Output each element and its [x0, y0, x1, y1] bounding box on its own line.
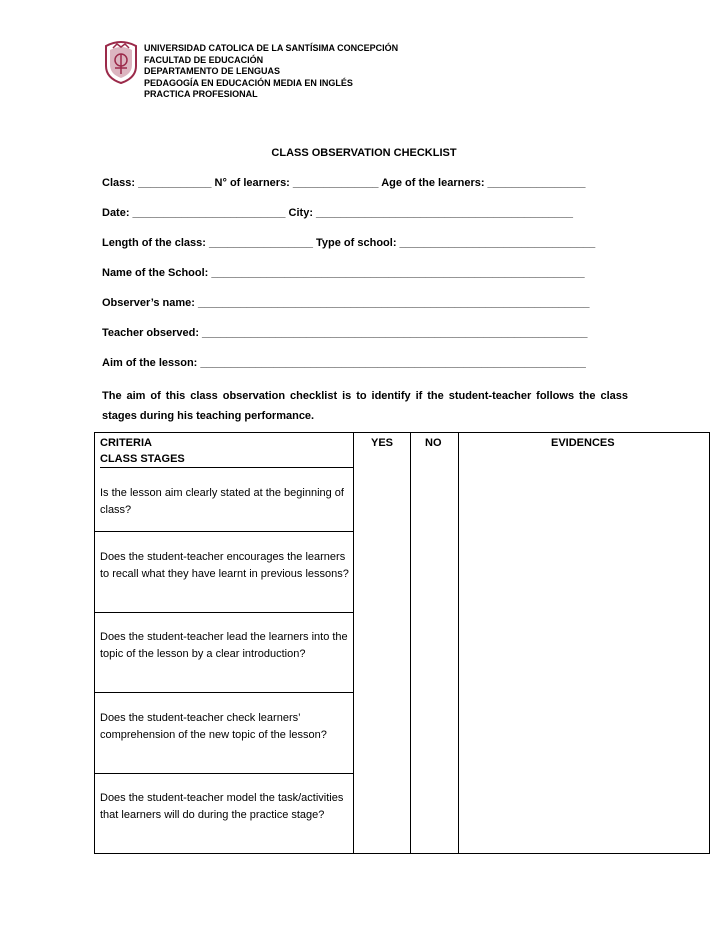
field-observer-name[interactable]: Observer’s name: ________________________________________________________________	[102, 297, 590, 309]
field-teacher-observed[interactable]: Teacher observed: _______________________________________________________________	[102, 327, 588, 339]
header-faculty: FACULTAD DE EDUCACIÓN	[144, 54, 264, 65]
criterion-lesson-aim: Is the lesson aim clearly stated at the beginning of class?	[100, 487, 344, 516]
field-date-city[interactable]: Date: _________________________ City: __________________________________________	[102, 207, 574, 219]
header-evidences: EVIDENCES	[551, 437, 615, 449]
field-lesson-aim[interactable]: Aim of the lesson: _______________________________________________________________	[102, 357, 586, 369]
header-criteria: CRITERIA	[100, 437, 152, 449]
university-seal-logo	[103, 40, 139, 84]
header-practice: PRACTICA PROFESIONAL	[144, 89, 258, 99]
institution-header	[144, 43, 398, 101]
header-yes: YES	[371, 437, 394, 449]
criterion-model-task: Does the student-teacher model the task/activities that learners will do during the practice stage?	[100, 792, 344, 821]
document-title: CLASS OBSERVATION CHECKLIST	[271, 147, 457, 159]
header-department: DEPARTAMENTO DE LENGUAS	[144, 66, 281, 76]
field-class-learners-age[interactable]: Class: ____________ N° of learners: ______________ Age of the learners: ________________	[102, 177, 586, 189]
criterion-check-comprehension: Does the student-teacher check learners’ comprehension of the new topic of the lesson?	[100, 712, 327, 741]
header-university: UNIVERSIDAD CATOLICA DE LA SANTÍSIMA CONCEPCIÓN	[144, 43, 399, 53]
field-school-name[interactable]: Name of the School: _____________________________________________________________	[102, 267, 585, 279]
field-length-school-type[interactable]: Length of the class: _________________ Type of school: ________________________________	[102, 237, 596, 249]
checklist-aim-statement: The aim of this class observation checklist is to identify if the student-teacher follows the class stages during his teaching performance.	[102, 390, 628, 422]
criterion-recall-previous: Does the student-teacher encourages the learners to recall what they have learnt in previous lessons?	[100, 551, 349, 580]
header-program: PEDAGOGÍA EN EDUCACIÓN MEDIA EN INGLÉS	[144, 77, 353, 88]
header-no: NO	[425, 437, 442, 449]
criterion-clear-introduction: Does the student-teacher lead the learners into the topic of the lesson by a clear introduction?	[100, 631, 348, 660]
section-class-stages: CLASS STAGES	[100, 453, 185, 465]
